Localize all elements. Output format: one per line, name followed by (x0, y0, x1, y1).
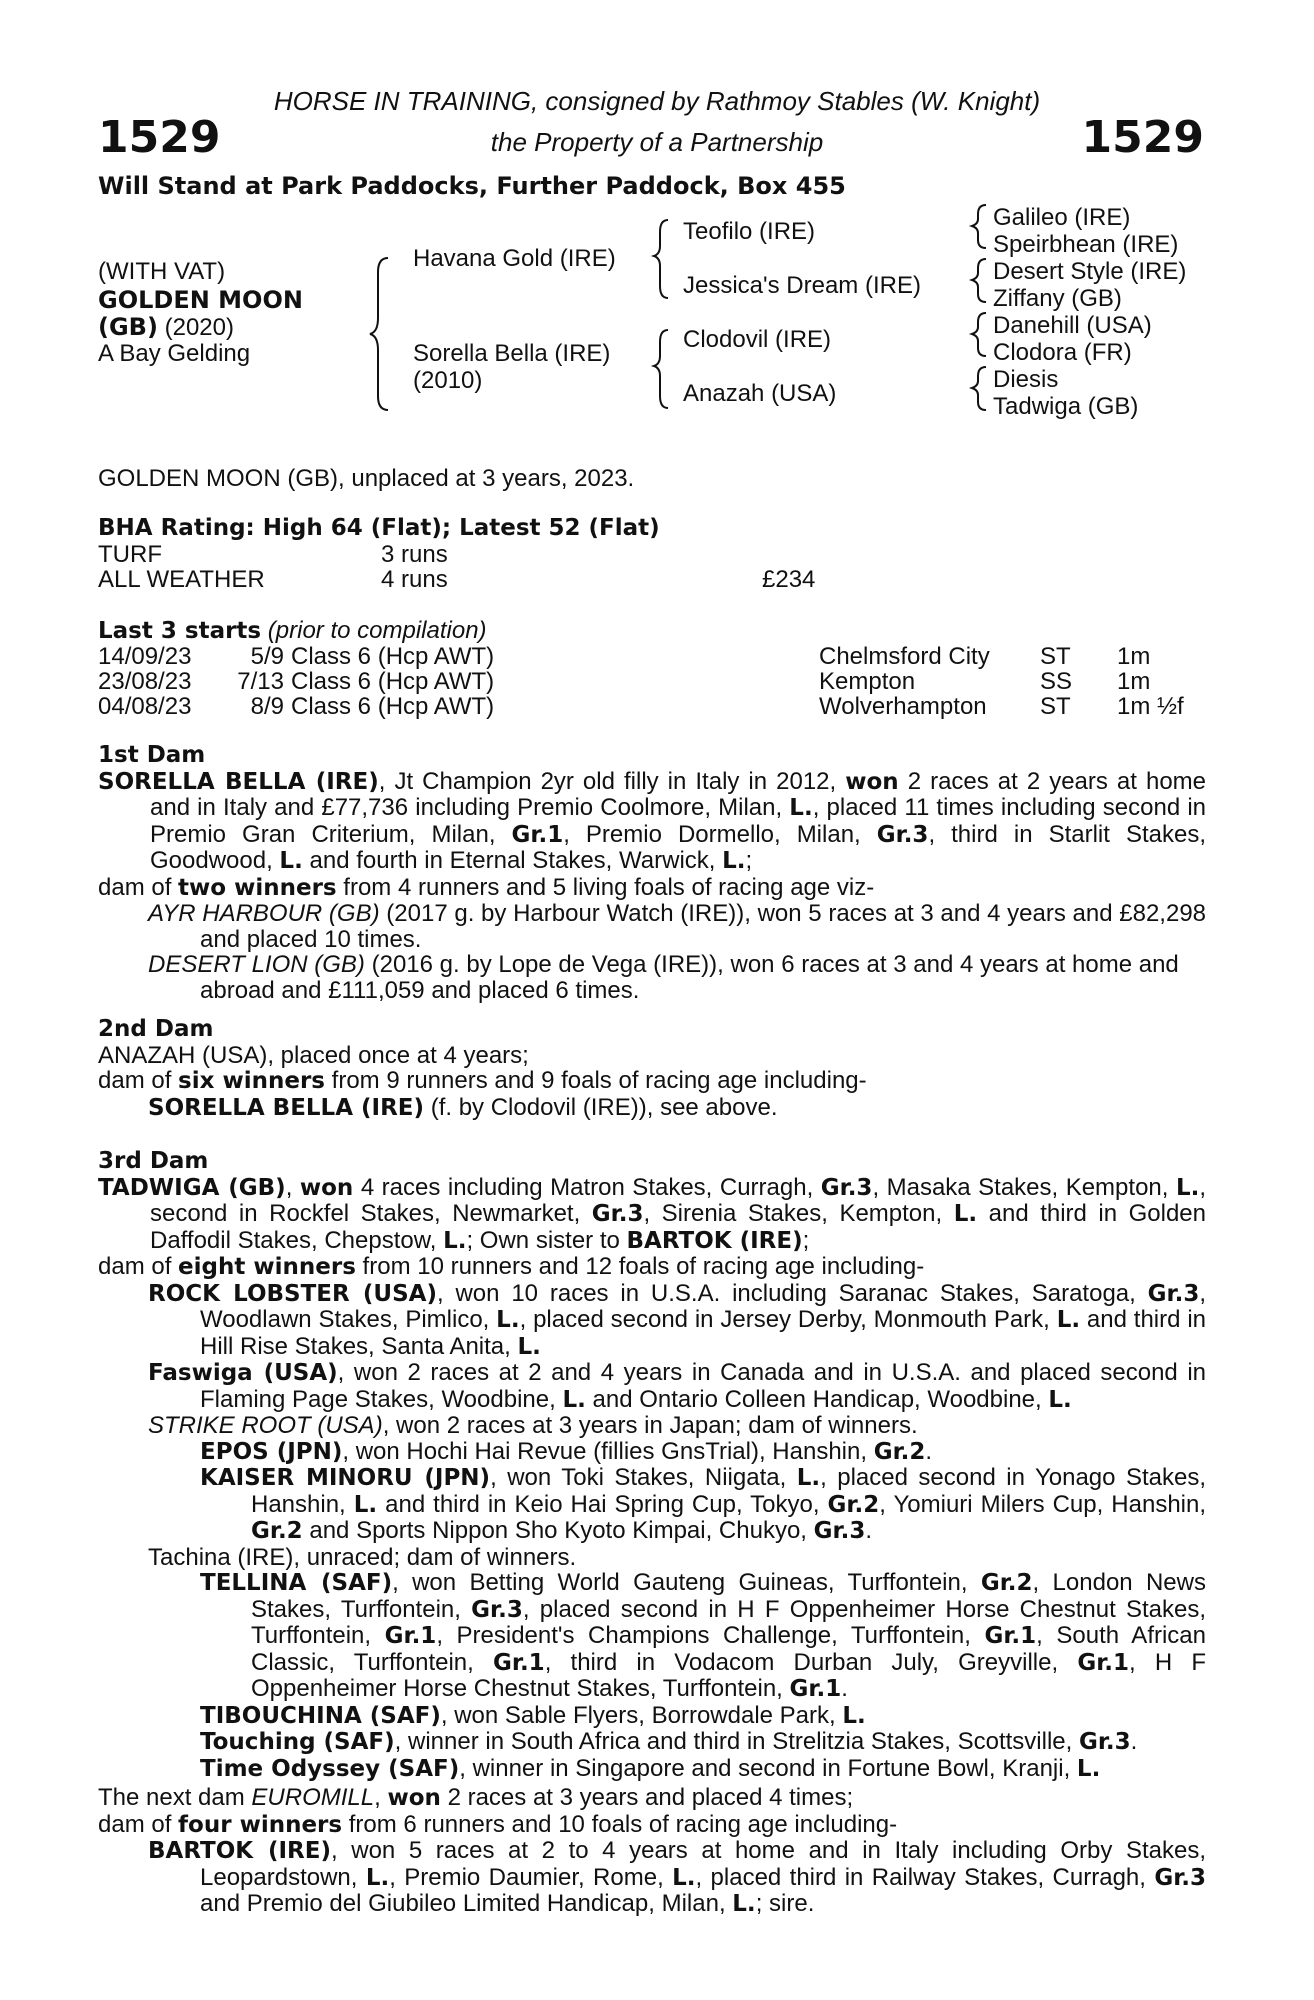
grade-3: Gr.3 (1147, 1280, 1200, 1307)
second-dam-produce-summary (98, 1068, 1206, 1095)
grade-listed: L. (1056, 1307, 1081, 1333)
produce-touching: Touching (SAF), winner in South Africa and third in Strelitzia Stakes, Scottsville, Gr.3. (200, 1728, 1138, 1755)
horse-name: GOLDEN MOON (98, 286, 303, 314)
text: , won 5 races at 2 to 4 years at home and in Italy including Orby Stakes, Leopardstown, (200, 1837, 1206, 1891)
text: , won Betting World Gauteng Guineas, Turffontein, (392, 1569, 981, 1596)
last-starts-heading (98, 617, 487, 645)
horse-year: (2020) (164, 314, 234, 341)
grade-2: Gr.2 (251, 1518, 303, 1544)
third-dam-record: TADWIGA (GB), won 4 races including Matron Stakes, Curragh, Gr.3, Masaka Stakes, Kempton, L., second in Rockfel Stakes, Newmarket, Gr.3, Sirenia Stakes, Kempton, L. and third in Golden Daffodil Stakes, Chepstow, L.; Own sister to BARTOK (IRE); (98, 1173, 1207, 1254)
dam-year: (2010) (413, 367, 483, 394)
next-dam-section (98, 1785, 1206, 1918)
produce-name: Time Odyssey (SAF) (200, 1755, 460, 1782)
produce-name: STRIKE ROOT (USA) (148, 1412, 383, 1439)
produce-name: TIBOUCHINA (SAF) (200, 1702, 441, 1729)
first-dam-produce-summary (98, 875, 1206, 902)
produce-bartok (98, 1838, 1206, 1918)
grade-listed: L. (953, 1201, 978, 1227)
aw-label: ALL WEATHER (98, 566, 265, 593)
produce-epos: EPOS (JPN), won Hochi Hai Revue (fillies GnsTrial), Hanshin, Gr.2. (200, 1437, 933, 1465)
text: , placed second in Jersey Derby, Monmouth Park, (519, 1306, 1057, 1333)
next-dam-record (98, 1785, 1206, 1812)
grade-listed: L. (796, 1465, 821, 1491)
text: , Yomiuri Milers Cup, Hanshin, (879, 1490, 1207, 1518)
horse-country: (GB) (98, 313, 158, 341)
text: from 9 runners and 9 foals of racing age including- (324, 1067, 867, 1094)
grade-3: Gr.3 (591, 1201, 644, 1227)
start-position: 8/9 (250, 693, 284, 720)
brace-gen1 (370, 258, 388, 410)
grade-listed: L. (443, 1227, 467, 1254)
text: , placed third in Railway Stakes, Curragh, (695, 1863, 1155, 1891)
grade-1: Gr.1 (984, 1623, 1037, 1649)
text: and fourth in Eternal Stakes, Warwick, (302, 847, 723, 874)
text: , London News Stakes, Turffontein, (251, 1569, 1206, 1623)
text: , winner in South Africa and third in Strelitzia Stakes, Scottsville, (394, 1728, 1079, 1755)
text: , won Toki Stakes, Niigata, (490, 1464, 797, 1491)
first-dam-title: 1st Dam (98, 742, 206, 768)
start-position: 7/13 (237, 668, 284, 695)
produce-tibouchina (98, 1703, 1206, 1730)
text: , third in Vodacom Durban July, Greyville, (544, 1648, 1078, 1676)
text: , South African Classic, Turffontein, (251, 1622, 1207, 1676)
grade-3: Gr.3 (471, 1596, 523, 1623)
text: from 10 runners and 12 foals of racing age including- (355, 1253, 925, 1280)
produce-name: BARTOK (IRE) (148, 1838, 331, 1864)
produce-desert-lion (98, 952, 1206, 1003)
grade-3: Gr.3 (1078, 1729, 1131, 1755)
sire-sire: Teofilo (IRE) (683, 218, 816, 245)
dam: Sorella Bella (IRE) (413, 340, 611, 367)
text: , Premio Daumier, Rome, (389, 1863, 673, 1891)
start-surface: ST (1040, 643, 1071, 670)
start-class: Class 6 (Hcp AWT) (291, 643, 495, 670)
grade-3: Gr.3 (1154, 1864, 1206, 1891)
text: (2016 g. by Lope de Vega (IRE)), won 6 races at 3 and 4 years at home and abroad and £111,059 and placed 6 times. (200, 951, 1179, 1004)
produce-ayr-harbour (98, 901, 1206, 952)
grade-listed: L. (353, 1491, 378, 1518)
text: , won 2 races at 2 and 4 years in Canada and in U.S.A. and placed second in Flaming Page Stakes, Woodbine, (200, 1359, 1206, 1413)
horse-description: A Bay Gelding (98, 340, 251, 367)
grade-1: Gr.1 (493, 1649, 545, 1676)
text: , third in Starlit Stakes, Goodwood, (150, 820, 1206, 874)
text: , winner in Singapore and second in Fortune Bowl, Kranji, (459, 1754, 1077, 1782)
text: , won 2 races at 3 years in Japan; dam of winners. (382, 1412, 918, 1439)
grade-listed: L. (279, 848, 303, 874)
grade-2: Gr.2 (980, 1570, 1033, 1596)
third-dam-title: 3rd Dam (98, 1148, 209, 1174)
text: , Masaka Stakes, Kempton, (872, 1173, 1176, 1201)
winners-count: eight winners (178, 1254, 356, 1280)
text: ; sire. (755, 1890, 815, 1917)
text: , President's Champions Challenge, Turffontein, (436, 1622, 985, 1649)
won-label: won (387, 1785, 441, 1811)
third-dam-name: TADWIGA (GB) (98, 1174, 286, 1201)
grade-listed: L. (1175, 1174, 1200, 1201)
text: , Woodlawn Stakes, Pimlico, (200, 1279, 1206, 1333)
start-course: Kempton (819, 668, 916, 695)
first-dam-record (98, 769, 1206, 875)
produce-name: SORELLA BELLA (IRE) (148, 1094, 425, 1121)
produce-faswiga (98, 1360, 1206, 1413)
text: , H F Oppenheimer Horse Chestnut Stakes, Turffontein, (251, 1648, 1207, 1702)
property-line: the Property of a Partnership (490, 127, 824, 157)
winners-count: two winners (178, 874, 337, 901)
text: The next dam (98, 1784, 252, 1811)
brace-dam (654, 330, 668, 408)
aw-runs: 4 runs (381, 566, 448, 593)
stand-location: Will Stand at Park Paddocks, Further Paddock, Box 455 (98, 172, 846, 200)
dd-sire: Diesis (993, 366, 1059, 393)
text: , won Sable Flyers, Borrowdale Park, (440, 1701, 843, 1729)
winners-count: four winners (178, 1811, 343, 1838)
start-surface: ST (1040, 693, 1071, 720)
text: dam of (98, 1067, 179, 1094)
produce-rock-lobster (98, 1281, 1206, 1361)
grade-2: Gr.2 (873, 1438, 926, 1465)
text: , Sirenia Stakes, Kempton, (643, 1200, 954, 1227)
turf-runs: 3 runs (381, 541, 448, 568)
produce-name: ROCK LOBSTER (USA) (148, 1280, 437, 1307)
text: , Premio Dormello, Milan, (563, 820, 877, 848)
text: 4 races including Matron Stakes, Curragh, (353, 1173, 821, 1201)
text: and third in Keio Hai Spring Cup, Tokyo, (377, 1490, 828, 1518)
grade-3: Gr.3 (876, 821, 929, 848)
brace-ss (972, 205, 986, 248)
ss-dam: Speirbhean (IRE) (993, 231, 1179, 258)
produce-time-odyssey (98, 1756, 1206, 1783)
consignor-line: HORSE IN TRAINING, consigned by Rathmoy Stables (W. Knight) (273, 86, 1041, 116)
lot-number-right: 1529 (1081, 112, 1204, 163)
text: dam of (98, 1810, 179, 1838)
won-label: won (845, 768, 899, 795)
produce-tachina: Tachina (IRE), unraced; dam of winners. (148, 1543, 577, 1571)
grade-listed: L. (517, 1333, 541, 1360)
next-dam-produce-summary (98, 1812, 1206, 1839)
text: ; Own sister to (466, 1226, 627, 1254)
text: and Premio del Giubileo Limited Handicap, Milan, (200, 1890, 733, 1917)
last-starts-note: (prior to compilation) (267, 617, 487, 644)
text: , won Hochi Hai Revue (fillies GnsTrial), Hanshin, (342, 1437, 874, 1465)
start-position: 5/9 (250, 643, 284, 670)
text: , second in Rockfel Stakes, Newmarket, (150, 1173, 1207, 1227)
grade-listed: L. (1076, 1755, 1101, 1782)
text: , placed 11 times including second in Premio Gran Criterium, Milan, (150, 794, 1206, 848)
brace-sd (972, 259, 986, 302)
produce-sorella-bella (98, 1095, 1206, 1122)
grade-listed: L. (672, 1864, 696, 1891)
start-distance: 1m (1117, 643, 1151, 670)
second-dam-section (98, 1017, 1206, 1121)
start-distance: 1m ½f (1117, 693, 1184, 720)
dam-sire: Clodovil (IRE) (683, 326, 832, 353)
sire: Havana Gold (IRE) (413, 245, 616, 272)
start-class: Class 6 (Hcp AWT) (291, 693, 495, 720)
start-course: Chelmsford City (819, 643, 990, 670)
brace-ds (972, 313, 986, 356)
produce-name: KAISER MINORU (JPN) (200, 1465, 491, 1491)
first-dam-section (98, 743, 1206, 1003)
aw-prize: £234 (762, 566, 816, 593)
brace-dd (972, 367, 986, 410)
dam-dam: Anazah (USA) (683, 380, 837, 407)
grade-1: Gr.1 (511, 821, 564, 848)
text: , (374, 1784, 388, 1811)
ss-sire: Galileo (IRE) (993, 204, 1131, 231)
grade-listed: L. (842, 1702, 866, 1729)
grade-listed: L. (789, 795, 813, 821)
text: , won 10 races in U.S.A. including Saranac Stakes, Saratoga, (436, 1279, 1148, 1307)
text: , placed second in Yonago Stakes, Hanshin, (251, 1464, 1206, 1518)
sire-dam: Jessica's Dream (IRE) (683, 272, 921, 299)
grade-listed: L. (365, 1864, 390, 1891)
start-date: 23/08/23 (98, 668, 192, 695)
next-dam-name: EUROMILL (251, 1784, 375, 1811)
produce-kaiser-minoru: KAISER MINORU (JPN), won Toki Stakes, Niigata, L., placed second in Yonago Stakes, Hanshin, L. and third in Keio Hai Spring Cup, Tokyo, Gr.2, Yomiuri Milers Cup, Hanshin, Gr.2 and Sports Nippon Sho Kyoto Kimpai, Chukyo, Gr.3. (200, 1464, 1207, 1544)
grade-1: Gr.1 (384, 1623, 437, 1649)
produce-name: Touching (SAF) (200, 1729, 395, 1755)
produce-strike-root (98, 1413, 1206, 1439)
second-dam-title: 2nd Dam (98, 1016, 214, 1042)
text: and third in Golden Daffodil Stakes, Chepstow, (150, 1200, 1206, 1254)
start-class: Class 6 (Hcp AWT) (291, 668, 495, 695)
second-dam-record: ANAZAH (USA), placed once at 4 years; (98, 1041, 529, 1069)
first-dam-name: SORELLA BELLA (IRE) (98, 768, 379, 795)
produce-tellina: TELLINA (SAF), won Betting World Gauteng Guineas, Turffontein, Gr.2, London News Stakes, Turffontein, Gr.3, placed second in H F Oppenheimer Horse Chestnut Stakes, Turffontein, Gr.1, President's Champions Challenge, Turffontein, Gr.1, South African Classic, Turffontein, Gr.1, third in Vodacom Durban July, Greyville, Gr.1, H F Oppenheimer Horse Chestnut Stakes, Turffontein, Gr.1. (200, 1569, 1207, 1702)
grade-3: Gr.3 (813, 1518, 866, 1544)
ds-sire: Danehill (USA) (993, 312, 1152, 339)
grade-listed: L. (1048, 1386, 1072, 1413)
text: from 6 runners and 10 foals of racing age including- (342, 1810, 898, 1838)
sister-name: BARTOK (IRE) (626, 1227, 803, 1254)
start-date: 04/08/23 (98, 693, 192, 720)
brace-sire (654, 220, 668, 298)
text: dam of (98, 1253, 179, 1280)
lot-number-left: 1529 (98, 112, 221, 163)
text: , placed second in H F Oppenheimer Horse Chestnut Stakes, Turffontein, (251, 1595, 1207, 1649)
start-course: Wolverhampton (819, 693, 987, 720)
produce-name: TELLINA (SAF) (200, 1570, 393, 1596)
grade-1: Gr.1 (1077, 1649, 1129, 1676)
vat-label: (WITH VAT) (98, 258, 226, 285)
text: and third in Hill Rise Stakes, Santa Anita, (200, 1306, 1206, 1360)
ds-dam: Clodora (FR) (993, 339, 1132, 366)
text: (f. by Clodovil (IRE)), see above. (424, 1093, 778, 1121)
grade-listed: L. (722, 848, 746, 874)
text: 2 races at 2 years at home and in Italy and £77,736 including Premio Coolmore, Milan, (150, 767, 1207, 821)
grade-listed: L. (496, 1307, 520, 1333)
text: ; (802, 1226, 810, 1254)
produce-name: AYR HARBOUR (GB) (148, 900, 380, 927)
produce-name: Faswiga (USA) (148, 1360, 338, 1386)
bha-rating: BHA Rating: High 64 (Flat); Latest 52 (Flat) (98, 515, 660, 541)
winners-count: six winners (178, 1068, 325, 1094)
sd-sire: Desert Style (IRE) (993, 258, 1187, 285)
grade-1: Gr.1 (789, 1676, 842, 1702)
dd-dam: Tadwiga (GB) (993, 393, 1139, 420)
produce-name: EPOS (JPN) (200, 1438, 343, 1465)
won-label: won (299, 1174, 354, 1201)
start-surface: SS (1040, 668, 1073, 695)
sd-dam: Ziffany (GB) (993, 285, 1122, 312)
text: ; (745, 847, 753, 874)
turf-label: TURF (98, 541, 162, 568)
text: and Sports Nippon Sho Kyoto Kimpai, Chukyo, (302, 1517, 814, 1544)
grade-listed: L. (562, 1386, 586, 1413)
text: , Jt Champion 2yr old filly in Italy in 2012, (378, 767, 846, 795)
racing-summary: GOLDEN MOON (GB), unplaced at 3 years, 2023. (98, 465, 635, 492)
produce-name: DESERT LION (GB) (148, 951, 365, 978)
third-dam-produce-summary (98, 1254, 1206, 1281)
text: and Ontario Colleen Handicap, Woodbine, (585, 1385, 1049, 1413)
grade-listed: L. (732, 1891, 756, 1917)
start-date: 14/09/23 (98, 643, 192, 670)
grade-2: Gr.2 (827, 1491, 880, 1518)
text: (2017 g. by Harbour Watch (IRE)), won 5 races at 3 and 4 years and £82,298 and placed 10 times. (200, 900, 1207, 953)
start-distance: 1m (1117, 668, 1151, 695)
grade-3: Gr.3 (820, 1174, 873, 1201)
last-starts-title: Last 3 starts (98, 618, 262, 644)
third-dam-section (98, 1149, 1206, 1782)
text: from 4 runners and 5 living foals of racing age viz- (336, 873, 875, 901)
text: dam of (98, 873, 179, 901)
text: 2 races at 3 years and placed 4 times; (440, 1784, 854, 1811)
